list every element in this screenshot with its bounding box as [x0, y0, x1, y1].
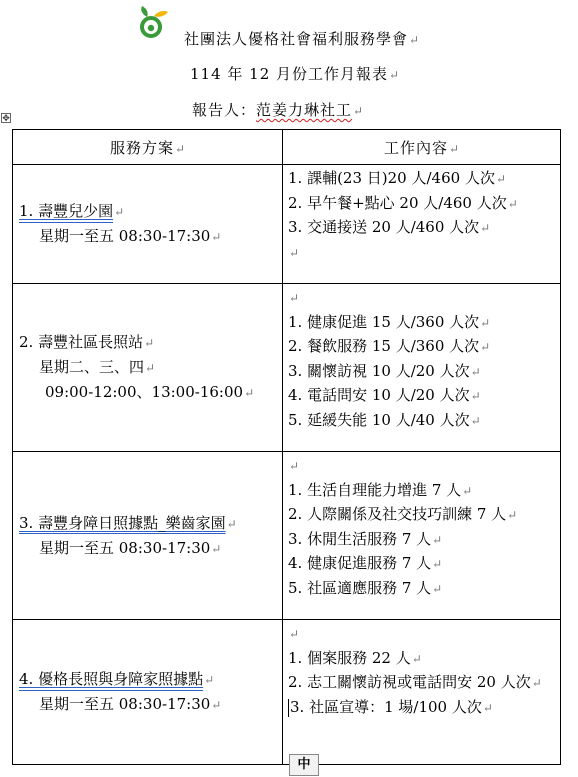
empty-paragraph: ↵ — [289, 291, 300, 305]
list-item: 3. 休閒生活服務 7 人↵ — [288, 529, 443, 548]
program-name: 4. 優格長照與身障家照據點↵ — [19, 670, 215, 688]
empty-paragraph: ↵ — [289, 459, 300, 473]
list-item: 2. 人際關係及社交技巧訓練 7 人↵ — [288, 505, 518, 523]
program-schedule-hours: 09:00-12:00、13:00-16:00↵ — [45, 383, 255, 401]
reporter-name: 范姜力琳社工 — [256, 101, 353, 119]
list-item: 1. 個案服務 22 人↵ — [288, 648, 422, 667]
list-item: 3. 社區宣導：1 場/100 人次↵ — [290, 697, 493, 716]
list-item: 5. 延緩失能 10 人/40 人次↵ — [288, 410, 481, 429]
content-cell[interactable] — [283, 620, 561, 765]
organization-logo-icon — [134, 5, 170, 41]
column-header-content: 工作內容↵ — [283, 130, 561, 165]
content-cell[interactable] — [283, 165, 561, 284]
organization-name: 社團法人優格社會福利服務學會↵ — [184, 30, 420, 48]
content-cell[interactable] — [283, 284, 561, 452]
table-move-handle-icon[interactable]: ✥ — [2, 114, 10, 124]
list-item: 2. 志工關懷訪視或電話問安 20 人次↵ — [288, 673, 542, 691]
table-row — [13, 452, 561, 620]
program-schedule-days: 星期二、三、四↵ — [39, 358, 156, 376]
report-title: 114 年 12 月份工作月報表↵ — [190, 65, 400, 83]
list-item: 1. 課輔(23 日)20 人/460 人次↵ — [288, 169, 507, 187]
program-cell[interactable] — [13, 284, 283, 452]
text-cursor — [288, 699, 289, 717]
empty-paragraph: ↵ — [289, 245, 300, 260]
program-schedule: 星期一至五 08:30-17:30↵ — [39, 227, 222, 245]
program-schedule: 星期一至五 08:30-17:30↵ — [39, 695, 222, 713]
list-item: 3. 關懷訪視 10 人/20 人次↵ — [288, 361, 481, 380]
list-item: 2. 餐飲服務 15 人/360 人次↵ — [288, 337, 491, 355]
table-header-row — [13, 130, 561, 165]
content-cell[interactable] — [283, 452, 561, 620]
list-item: 1. 生活自理能力增進 7 人↵ — [288, 480, 473, 499]
program-cell[interactable] — [13, 452, 283, 620]
program-cell[interactable] — [13, 620, 283, 765]
list-item: 3. 交通接送 20 人/460 人次↵ — [288, 218, 491, 236]
work-report-table — [12, 129, 561, 765]
program-name: 1. 壽豐兒少園↵ — [19, 202, 125, 220]
program-cell[interactable] — [13, 165, 283, 284]
ime-language-indicator[interactable]: 中 — [289, 754, 319, 776]
program-name: 2. 壽豐社區長照站↵ — [19, 333, 155, 351]
reporter-line: 報告人：范姜力琳社工↵ — [192, 101, 364, 119]
empty-paragraph: ↵ — [289, 627, 300, 641]
table-row — [13, 284, 561, 452]
list-item: 2. 早午餐+點心 20 人/460 人次↵ — [288, 193, 518, 212]
table-row — [13, 165, 561, 284]
program-schedule: 星期一至五 08:30-17:30↵ — [39, 538, 222, 557]
list-item: 1. 健康促進 15 人/360 人次↵ — [288, 312, 491, 331]
program-name: 3. 壽豐身障日照據點_樂齒家園↵ — [19, 513, 237, 532]
table-row — [13, 620, 561, 765]
column-header-program: 服務方案↵ — [13, 130, 283, 165]
list-item: 4. 健康促進服務 7 人↵ — [288, 554, 443, 572]
list-item: 5. 社區適應服務 7 人↵ — [288, 578, 443, 597]
list-item: 4. 電話問安 10 人/20 人次↵ — [288, 386, 481, 404]
